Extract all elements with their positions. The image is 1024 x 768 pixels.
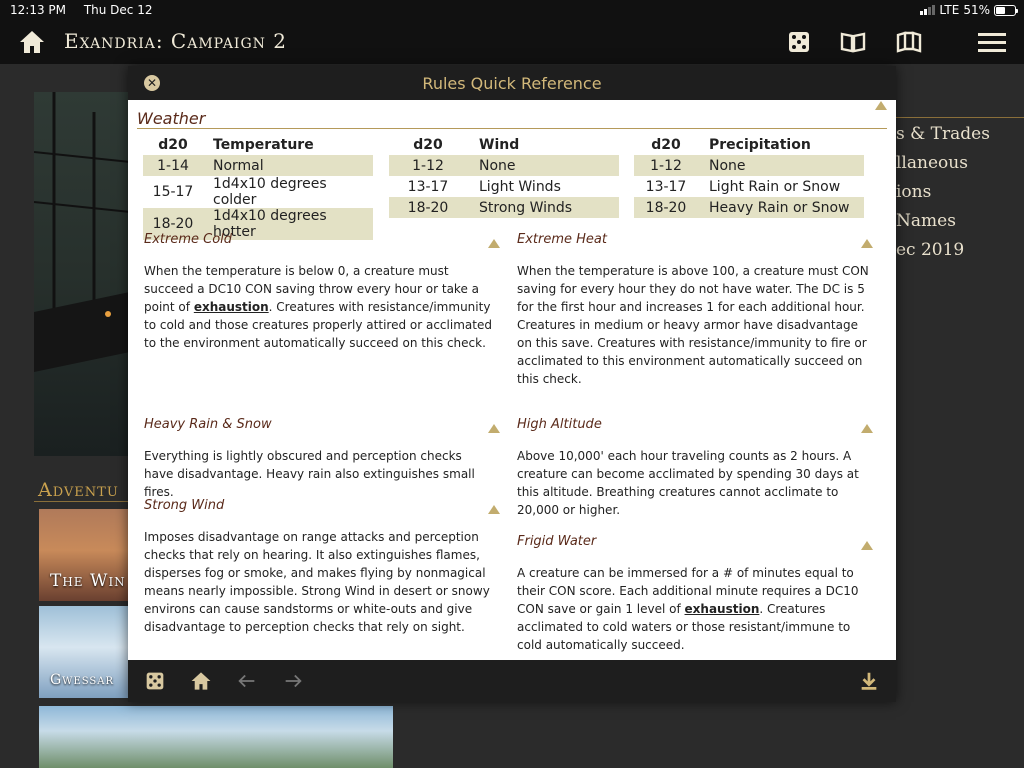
app-header [0, 20, 1024, 64]
side-item[interactable]: ec 2019 [896, 240, 965, 260]
rules-modal [128, 66, 896, 702]
table-cell: 13-17 [407, 178, 449, 195]
battery-percent: 51% [963, 3, 990, 17]
back-arrow-icon[interactable] [236, 670, 258, 692]
side-list [896, 120, 990, 265]
collapse-icon[interactable] [488, 239, 500, 248]
paragraph-text: When the temperature is below 0, a creature must succeed a DC10 CON saving throw every hour or take a point of [144, 264, 480, 314]
thumb-label: Gwessar [50, 672, 115, 688]
download-icon[interactable] [858, 670, 880, 692]
signal-icon [920, 5, 935, 15]
extreme-cold-title: Extreme Cold [144, 232, 233, 247]
table-cell: 18-20 [143, 208, 203, 240]
frigid-water-text [517, 564, 872, 654]
table-header: d20 [158, 137, 188, 153]
adventure-thumb-wind[interactable] [39, 509, 131, 601]
table-cell: 1d4x10 degrees colder [213, 176, 327, 208]
table-cell: 1d4x10 degrees hotter [203, 208, 373, 240]
ship-illustration [34, 92, 130, 456]
frigid-water-title: Frigid Water [517, 534, 597, 549]
table-cell: Light Rain or Snow [709, 178, 841, 195]
table-header: Wind [479, 137, 520, 153]
side-item[interactable]: Names [896, 211, 956, 231]
exhaustion-link[interactable]: exhaustion [684, 602, 760, 616]
battery-icon [994, 5, 1016, 16]
table-cell: 1-12 [634, 155, 698, 176]
strong-wind-title: Strong Wind [144, 498, 225, 513]
extreme-cold-text [144, 262, 494, 352]
section-divider [137, 128, 887, 129]
app-title: Exandria: Campaign 2 [64, 29, 287, 53]
modal-title: Rules Quick Reference [422, 74, 602, 93]
precipitation-table [634, 135, 864, 218]
menu-icon[interactable] [978, 30, 1006, 54]
table-cell: Normal [203, 155, 373, 176]
paragraph-text: A creature can be immersed for a # of minutes equal to their CON score. Each additional minute requires a DC10 CON save or gain 1 level of [517, 566, 859, 616]
status-bar [0, 0, 1024, 20]
table-cell: Heavy Rain or Snow [698, 197, 864, 218]
modal-content [128, 100, 896, 660]
extreme-heat-title: Extreme Heat [517, 232, 607, 247]
wind-table [389, 135, 619, 218]
collapse-icon[interactable] [861, 239, 873, 248]
exhaustion-link[interactable]: exhaustion [193, 300, 269, 314]
dice-icon[interactable] [145, 671, 165, 691]
table-cell: 15-17 [152, 184, 194, 200]
paragraph-text: . Creatures acclimated to cold waters or those resistant/immune to cold automatically succeed. [517, 602, 851, 652]
table-header: Temperature [213, 137, 314, 153]
thumb-label: The Win [50, 571, 126, 591]
side-divider [896, 117, 1024, 118]
table-cell: 18-20 [634, 197, 698, 218]
table-cell: 1-14 [143, 155, 203, 176]
table-cell: 1-12 [389, 155, 467, 176]
adventure-thumb-large[interactable] [39, 706, 393, 768]
home-icon[interactable] [190, 670, 212, 692]
section-title: Weather [137, 109, 206, 128]
table-cell: 13-17 [645, 178, 687, 195]
temperature-table [143, 135, 373, 240]
paragraph-text: . Creatures with resistance/immunity to cold and those creatures properly attired or acclimated to the environment automatically succeed on this check. [144, 300, 492, 350]
table-header: d20 [651, 137, 681, 153]
modal-header [128, 66, 896, 100]
network-label: LTE [939, 3, 960, 17]
close-icon[interactable]: ✕ [144, 75, 160, 91]
side-item[interactable]: ions [896, 182, 932, 202]
dice-icon[interactable] [786, 30, 812, 54]
scroll-up-icon[interactable] [875, 101, 887, 110]
extreme-heat-text: When the temperature is above 100, a creature must CON saving for every hour they do not have water. The DC is 5 for the first hour and increases 1 for each additional hour. Creatures in medium or heavy armor have disadvantage on this save. Creatures with resistance/immunity to fire or acclimated to this environment automatically succeed on this check. [517, 264, 869, 386]
high-altitude-title: High Altitude [517, 417, 602, 432]
table-cell: Light Winds [479, 178, 561, 195]
collapse-icon[interactable] [861, 424, 873, 433]
table-cell: 18-20 [389, 197, 467, 218]
dm-screen-icon[interactable] [896, 30, 922, 54]
collapse-icon[interactable] [861, 541, 873, 550]
side-item[interactable]: llaneous [896, 153, 968, 173]
forward-arrow-icon[interactable] [282, 670, 304, 692]
collapse-icon[interactable] [488, 424, 500, 433]
table-cell: None [467, 155, 619, 176]
adventure-thumb-gwessar[interactable] [39, 606, 131, 698]
table-header: Precipitation [709, 137, 811, 153]
strong-wind-text: Imposes disadvantage on range attacks and perception checks that rely on hearing. It also extinguishes flames, disperses fog or smoke, and makes flying by nonmagical means nearly impossible. Strong Wind in desert or snowy environs can cause sandstorms or white-outs and give disadvantage to perception checks that rely on sight. [144, 530, 490, 634]
heavy-rain-title: Heavy Rain & Snow [144, 417, 272, 432]
home-icon[interactable] [18, 29, 46, 55]
status-date: Thu Dec 12 [83, 3, 153, 17]
status-time: 12:13 PM [10, 3, 66, 17]
side-item[interactable]: s & Trades [896, 124, 990, 144]
table-header: d20 [413, 137, 443, 153]
modal-footer [128, 660, 896, 702]
table-cell: Strong Winds [467, 197, 619, 218]
adventures-heading: Adventu [38, 479, 119, 501]
high-altitude-text: Above 10,000' each hour traveling counts as 2 hours. A creature can become acclimated by spending 30 days at this altitude. Breathing creatures cannot acclimate to 20,000 or higher. [517, 449, 859, 517]
adventures-divider [34, 501, 130, 502]
book-icon[interactable] [840, 30, 866, 54]
table-cell: None [698, 155, 864, 176]
collapse-icon[interactable] [488, 505, 500, 514]
heavy-rain-text: Everything is lightly obscured and perception checks have disadvantage. Heavy rain also extinguishes small fires. [144, 449, 475, 499]
